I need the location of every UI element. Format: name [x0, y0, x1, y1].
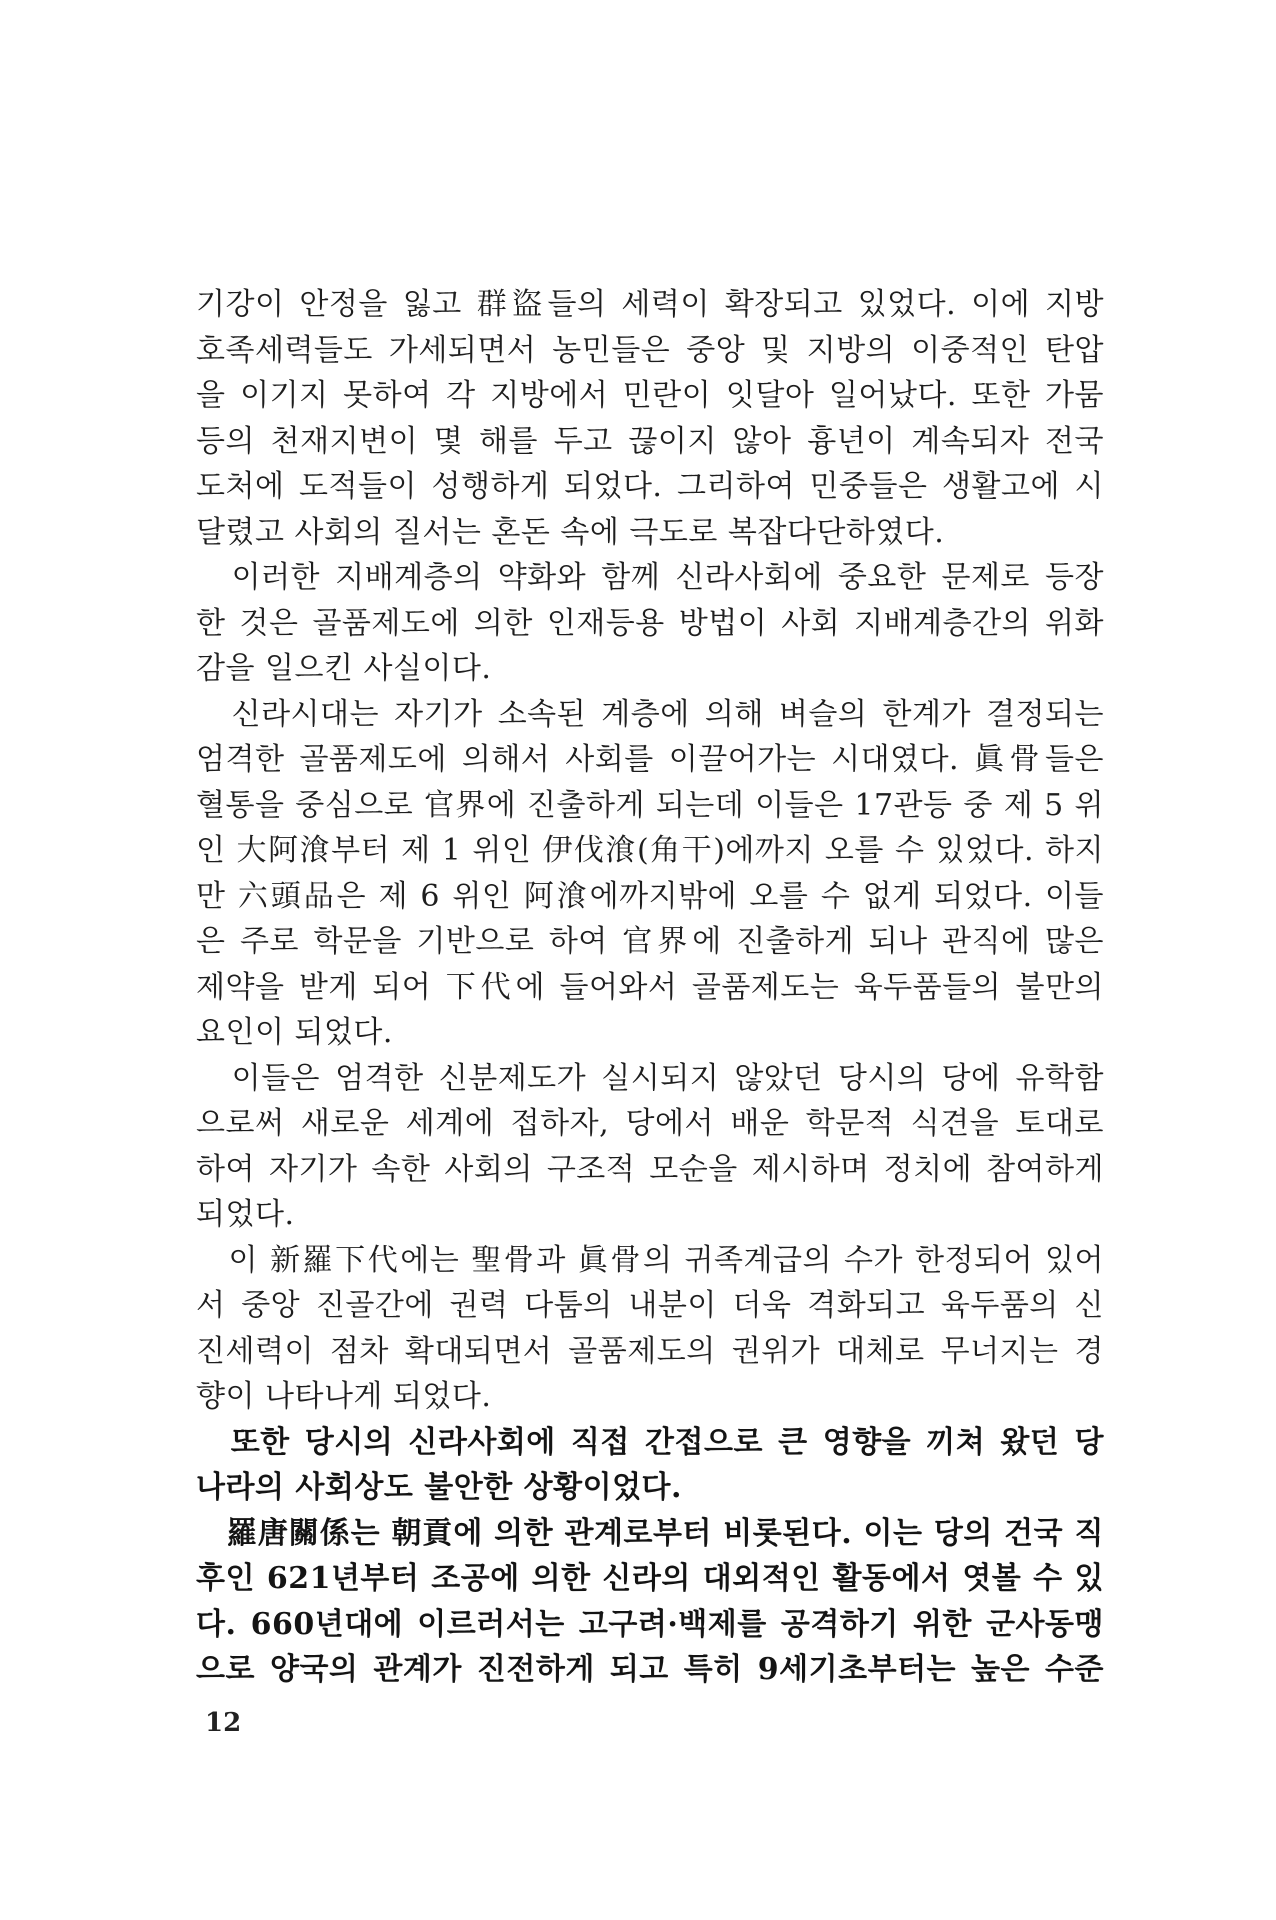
text-line: 하여 자기가 속한 사회의 구조적 모순을 제시하며 정치에 참여하게 [196, 1151, 1104, 1187]
text-line: 만 六頭品은 제 6 위인 阿湌에까지밖에 오를 수 없게 되었다. 이들 [196, 878, 1104, 914]
text-line: 인 大阿湌부터 제 1 위인 伊伐湌(角干)에까지 오를 수 있었다. 하지 [196, 833, 1104, 868]
text-line: 호족세력들도 가세되면서 농민들은 중앙 및 지방의 이중적인 탄압 [196, 332, 1104, 368]
text-line: 신라시대는 자기가 소속된 계층에 의해 벼슬의 한계가 결정되는 [196, 696, 1104, 732]
text-line: 등의 천재지변이 몇 해를 두고 끊이지 않아 흉년이 계속되자 전국 [196, 423, 1104, 459]
text-line: 나라의 사회상도 불안한 상황이었다. [196, 1470, 682, 1505]
text-line: 후인 621년부터 조공에 의한 신라의 대외적인 활동에서 엿볼 수 있 [196, 1561, 1104, 1596]
text-line: 羅唐關係는 朝貢에 의한 관계로부터 비롯된다. 이는 당의 건국 직 [196, 1515, 1104, 1551]
text-line: 은 주로 학문을 기반으로 하여 官界에 진출하게 되나 관직에 많은 [196, 924, 1104, 959]
text-line: 기강이 안정을 잃고 群盜들의 세력이 확장되고 있었다. 이에 지방 [196, 287, 1104, 322]
text-line: 이들은 엄격한 신분제도가 실시되지 않았던 당시의 당에 유학함 [196, 1060, 1104, 1096]
text-line: 되었다. [196, 1197, 295, 1232]
text-line: 혈통을 중심으로 官界에 진출하게 되는데 이들은 17관등 중 제 5 위 [196, 787, 1104, 823]
body-text [196, 282, 1104, 1693]
page-number: 12 [205, 1708, 242, 1738]
text-line: 서 중앙 진골간에 권력 다툼의 내분이 더욱 격화되고 육두품의 신 [196, 1288, 1104, 1323]
text-line: 으로 양국의 관계가 진전하게 되고 특히 9세기초부터는 높은 수준 [196, 1652, 1104, 1687]
text-line: 을 이기지 못하여 각 지방에서 민란이 잇달아 일어났다. 또한 가뭄 [196, 378, 1104, 413]
text-line: 한 것은 골품제도에 의한 인재등용 방법이 사회 지배계층간의 위화 [196, 605, 1104, 641]
text-line: 달렸고 사회의 질서는 혼돈 속에 극도로 복잡다단하였다. [196, 514, 945, 550]
text-line: 도처에 도적들이 성행하게 되었다. 그리하여 민중들은 생활고에 시 [196, 469, 1104, 504]
text-line: 향이 나타나게 되었다. [196, 1379, 492, 1414]
text-line: 제약을 받게 되어 下代에 들어와서 골품제도는 육두품들의 불만의 [196, 969, 1104, 1005]
text-line: 감을 일으킨 사실이다. [196, 651, 492, 686]
text-line: 이러한 지배계층의 약화와 함께 신라사회에 중요한 문제로 등장 [196, 560, 1104, 595]
text-line: 다. 660년대에 이르러서는 고구려·백제를 공격하기 위한 군사동맹 [196, 1606, 1104, 1642]
text-line: 또한 당시의 신라사회에 직접 간접으로 큰 영향을 끼쳐 왔던 당 [196, 1424, 1104, 1460]
text-line: 진세력이 점차 확대되면서 골품제도의 권위가 대체로 무너지는 경 [196, 1333, 1104, 1369]
text-line: 엄격한 골품제도에 의해서 사회를 이끌어가는 시대였다. 眞骨들은 [196, 742, 1104, 777]
text-line: 으로써 새로운 세계에 접하자, 당에서 배운 학문적 식견을 토대로 [196, 1106, 1104, 1141]
text-line: 요인이 되었다. [196, 1015, 393, 1050]
text-line: 이 新羅下代에는 聖骨과 眞骨의 귀족계급의 수가 한정되어 있어 [196, 1242, 1104, 1278]
